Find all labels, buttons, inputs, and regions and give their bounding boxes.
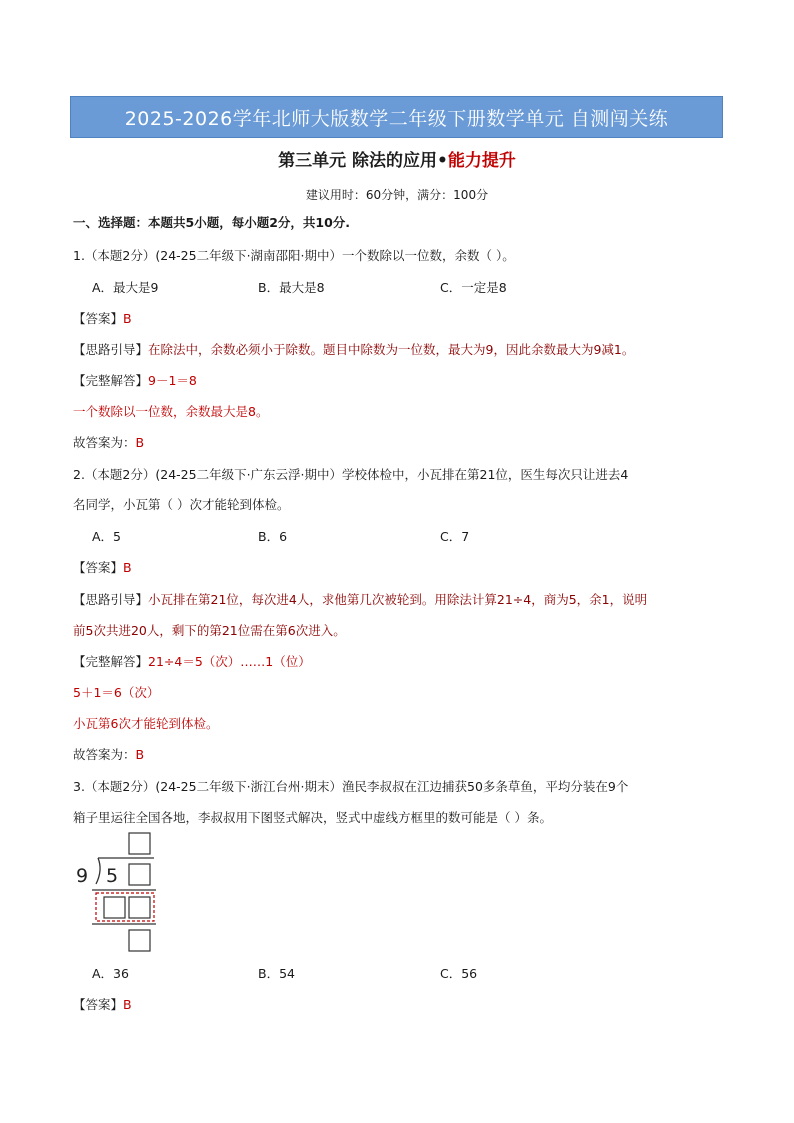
q3-option-b: B．54 [258, 966, 295, 981]
final-label: 故答案为： [73, 435, 136, 450]
q2-solution-line-2: 5＋1＝6（次） [73, 685, 160, 700]
q2-stem-line-2: 名同学，小瓦第（ ）次才能轮到体检。 [73, 497, 290, 512]
final-label: 故答案为： [73, 747, 136, 762]
q2-option-b: B．6 [258, 529, 288, 544]
title-highlight: 能力提升 [447, 151, 516, 171]
product-ones-box [129, 897, 150, 918]
remainder-box [129, 930, 150, 951]
section-heading: 一、选择题：本题共5小题，每小题2分，共10分. [73, 215, 351, 230]
q1-final [73, 433, 144, 451]
answer-label: 【答案】 [73, 997, 124, 1012]
q3-option-c: C．56 [440, 966, 478, 981]
q3-option-a: A．36 [92, 966, 129, 981]
division-bracket [96, 858, 100, 884]
q3-answer [73, 995, 132, 1013]
q3-stem-line-2: 箱子里运往全国各地，李叔叔用下图竖式解决，竖式中虚线方框里的数可能是（ ）条。 [73, 810, 552, 825]
title-main: 第三单元 除法的应用• [278, 151, 448, 171]
q1-option-b: B．最大是8 [258, 280, 325, 295]
q1-option-a: A．最大是9 [92, 280, 159, 295]
q2-final [73, 745, 144, 763]
q2-stem-line-1: 2.（本题2分）(24-25二年级下·广东云浮·期中）学校体检中，小瓦排在第21位，医生每次只让进去4 [73, 467, 629, 482]
q1-answer [73, 309, 132, 327]
answer-label: 【答案】 [73, 560, 124, 575]
answer-value: B [123, 311, 132, 326]
answer-label: 【答案】 [73, 311, 124, 326]
final-value: B [135, 747, 145, 762]
hint-text: 在除法中，余数必须小于除数。题目中除数为一位数，最大为9，因此余数最大为9减1。 [148, 342, 635, 357]
header-banner: 2025-2026学年北师大版数学二年级下册数学单元 自测闯关练 [70, 96, 723, 138]
solution-label: 【完整解答】 [73, 654, 149, 669]
q1-solution-line-2: 一个数除以一位数，余数最大是8。 [73, 404, 269, 419]
dividend-box [129, 864, 150, 885]
q2-option-a: A．5 [92, 529, 122, 544]
q2-answer [73, 558, 132, 576]
q1-stem: 1.（本题2分）(24-25二年级下·湖南邵阳·期中）一个数除以一位数，余数（ ）。 [73, 248, 515, 263]
long-division-diagram [72, 830, 162, 955]
answer-value: B [123, 560, 132, 575]
q2-option-c: C．7 [440, 529, 470, 544]
page-title [0, 146, 794, 171]
quotient-box [129, 833, 150, 854]
solution-label: 【完整解答】 [73, 373, 149, 388]
time-score-note: 建议用时：60分钟，满分：100分 [305, 188, 489, 202]
hint-text: 小瓦排在第21位，每次进4人，求他第几次被轮到。用除法计算21÷4，商为5，余1，说明 [148, 592, 648, 607]
hint-label: 【思路引导】 [73, 342, 149, 357]
q3-stem-line-1: 3.（本题2分）(24-25二年级下·浙江台州·期末）渔民李叔叔在江边捕获50多条草鱼，平均分装在9个 [73, 779, 629, 794]
final-value: B [135, 435, 145, 450]
q1-hint [73, 340, 634, 358]
divisor: 9 [76, 865, 89, 887]
answer-value: B [123, 997, 132, 1012]
hint-label: 【思路引导】 [73, 592, 149, 607]
solution-line-1: 9－1＝8 [148, 373, 197, 388]
q1-solution [73, 371, 197, 389]
solution-line-1: 21÷4＝5（次）……1（位） [148, 654, 311, 669]
q2-hint [73, 590, 647, 608]
q2-solution-line-3: 小瓦第6次才能轮到体检。 [73, 716, 219, 731]
q2-hint-line-2: 前5次共进20人，剩下的第21位需在第6次进入。 [73, 623, 346, 638]
product-tens-box [104, 897, 125, 918]
q1-option-c: C．一定是8 [440, 280, 507, 295]
dividend-digit: 5 [106, 865, 119, 887]
q2-solution [73, 652, 311, 670]
